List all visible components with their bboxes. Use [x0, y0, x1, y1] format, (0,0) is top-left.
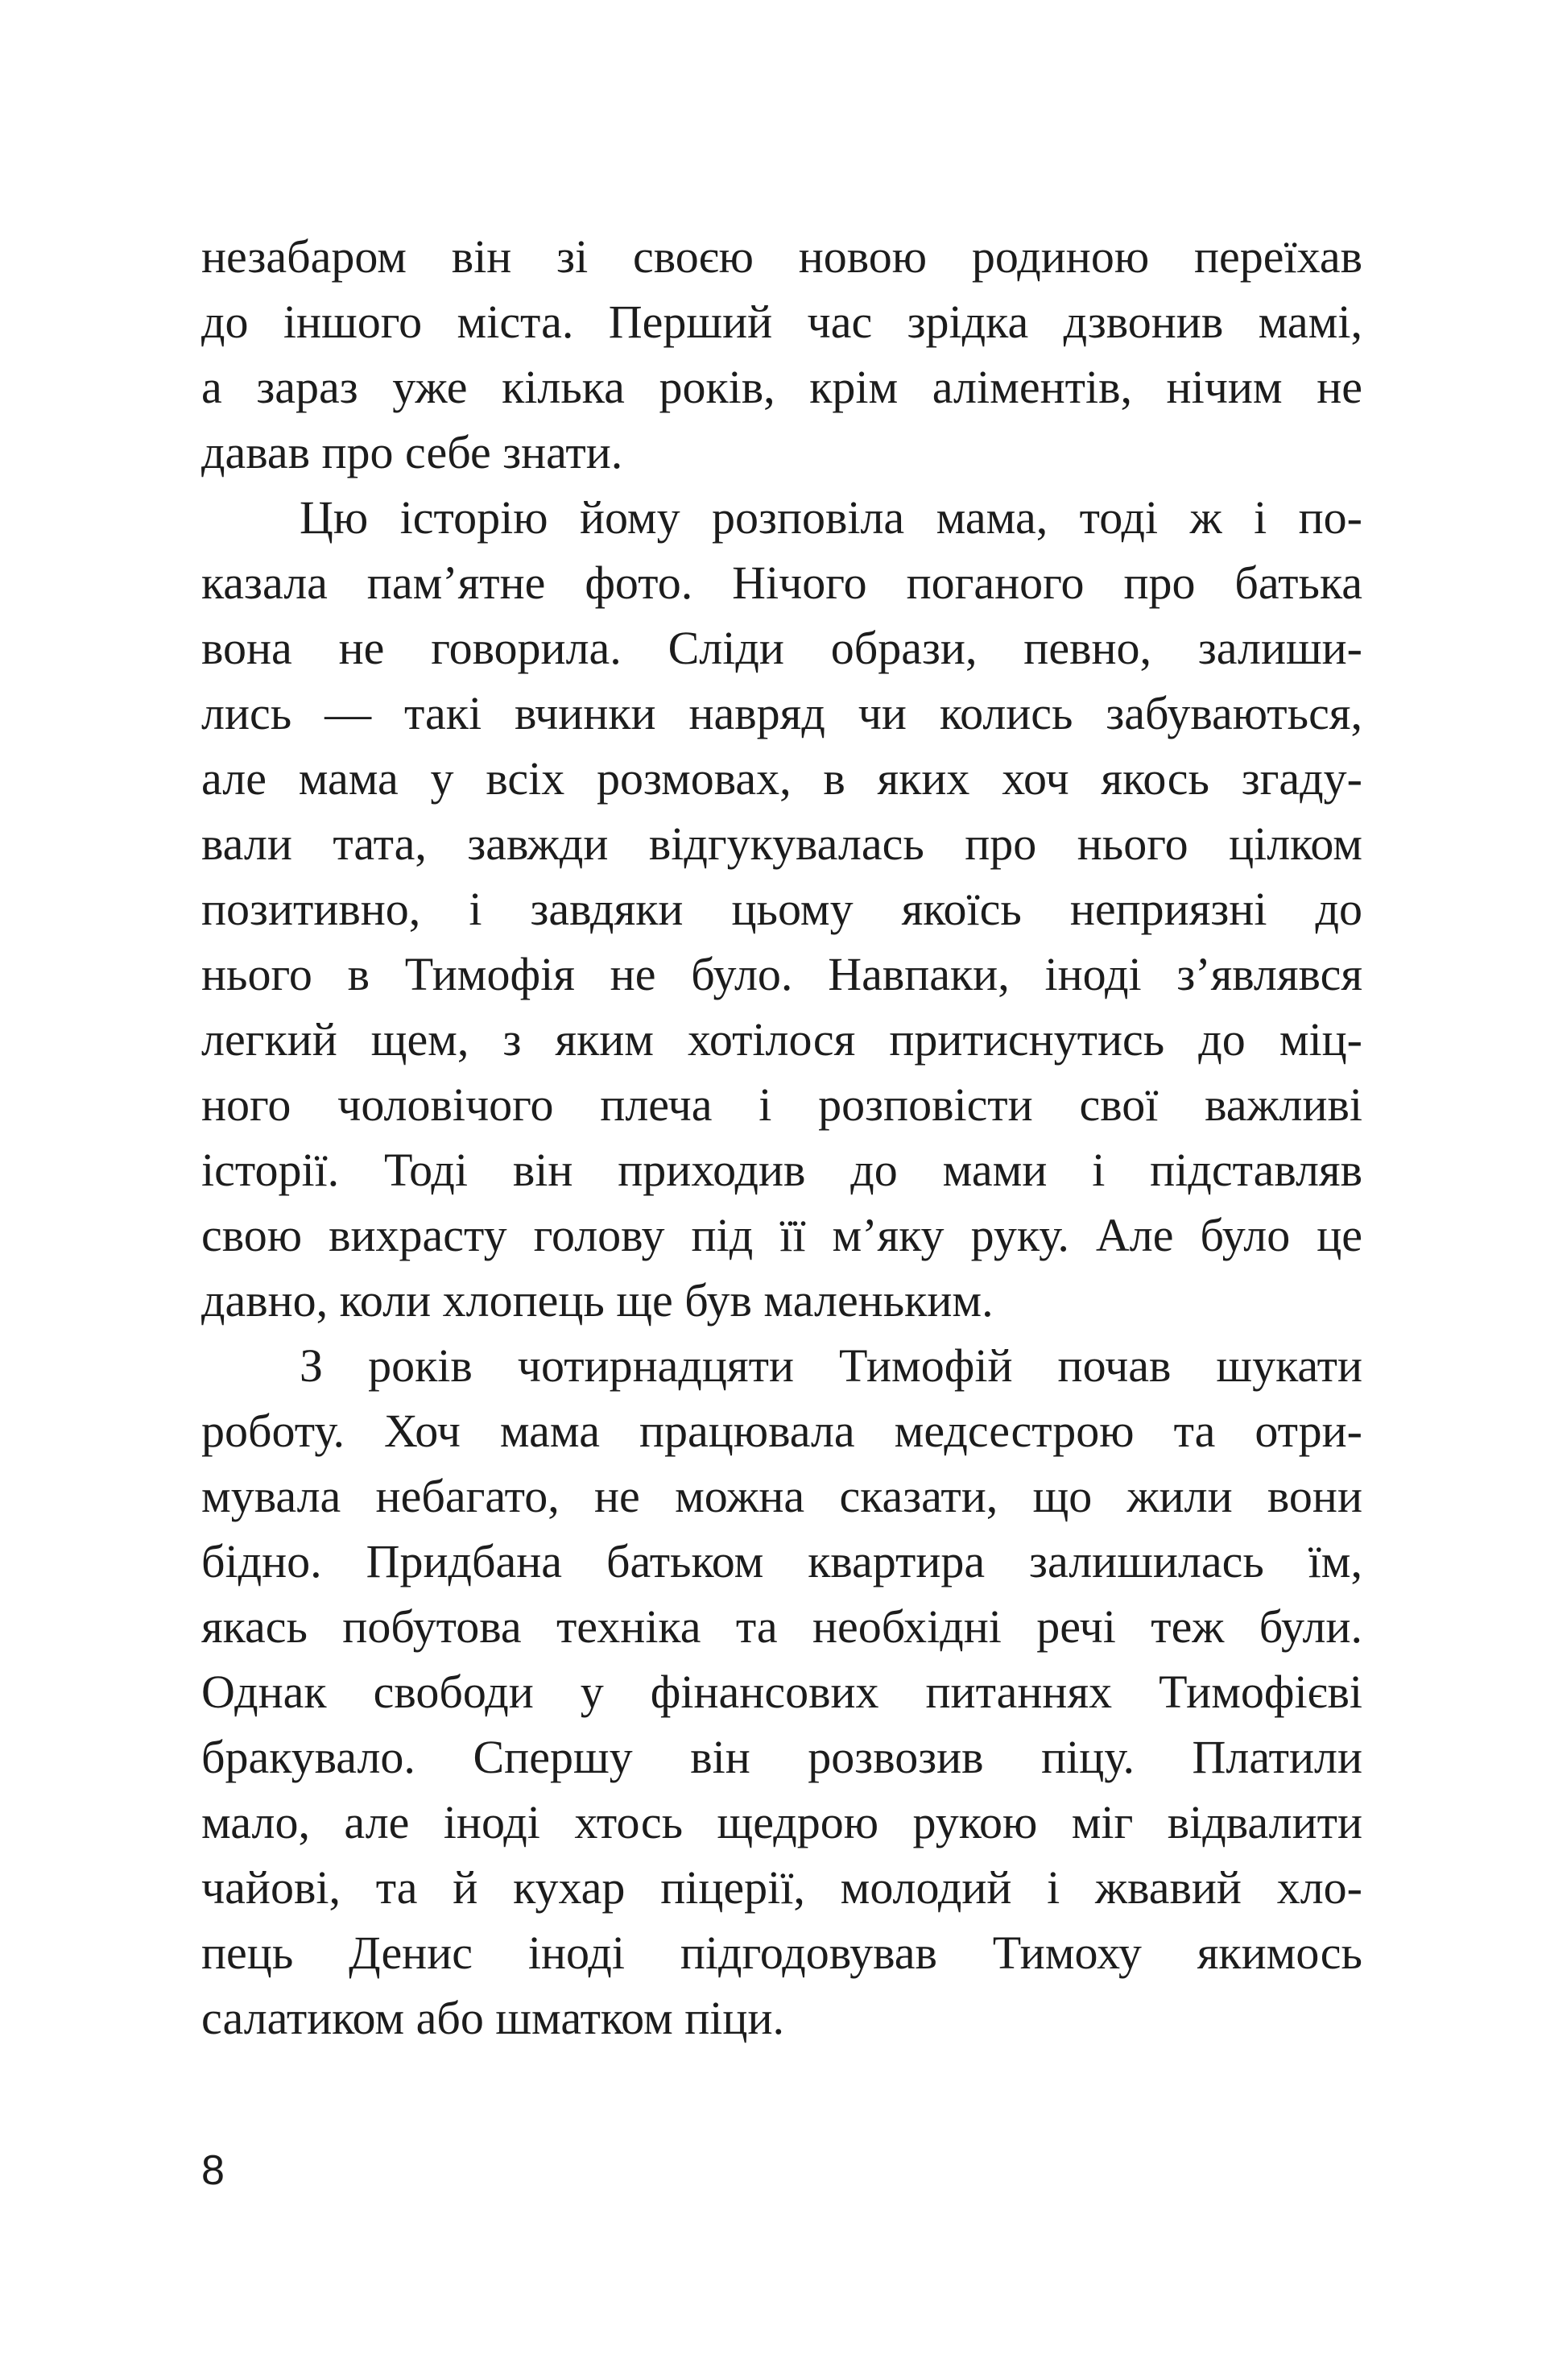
- text-line: давно, коли хлопець ще був маленьким.: [201, 1274, 994, 1327]
- text-line: чайові, та й кухар піцерії, молодий і жвавий хло-: [201, 1861, 1362, 1914]
- text-line: лись — такі вчинки навряд чи колись забуваються,: [201, 687, 1362, 739]
- text-line: вали тата, завжди відгукувалась про нього цілком: [201, 817, 1362, 870]
- text-line: незабаром він зі своєю новою родиною переїхав: [201, 230, 1362, 283]
- text-line: свою вихрасту голову під її м’яку руку. Але було це: [201, 1209, 1362, 1261]
- text-line: до іншого міста. Перший час зрідка дзвонив мамі,: [201, 296, 1362, 348]
- text-line: давав про себе знати.: [201, 426, 623, 478]
- body-text: [201, 224, 1362, 2051]
- page-number: 8: [201, 2147, 225, 2194]
- text-line: Однак свободи у фінансових питаннях Тимофієві: [201, 1666, 1362, 1718]
- text-line: якась побутова техніка та необхідні речі теж були.: [201, 1600, 1362, 1653]
- text-line: легкий щем, з яким хотілося притиснутись до міц-: [201, 1013, 1362, 1066]
- paragraph-start-line: З років чотирнадцяти Тимофій почав шукати: [300, 1339, 1362, 1392]
- text-line: ного чоловічого плеча і розповісти свої важливі: [201, 1078, 1362, 1131]
- paragraph-start-line: Цю історію йому розповіла мама, тоді ж і по-: [300, 491, 1362, 544]
- text-line: а зараз уже кілька років, крім аліментів, нічим не: [201, 361, 1362, 413]
- text-line: мало, але іноді хтось щедрою рукою міг відвалити: [201, 1796, 1362, 1848]
- text-line: роботу. Хоч мама працювала медсестрою та отри-: [201, 1405, 1362, 1457]
- text-line: нього в Тимофія не було. Навпаки, іноді з’являвся: [201, 948, 1362, 1000]
- text-line: мувала небагато, не можна сказати, що жили вони: [201, 1470, 1362, 1522]
- text-line: салатиком або шматком піци.: [201, 1992, 784, 2044]
- text-line: історії. Тоді він приходив до мами і підставляв: [201, 1144, 1362, 1196]
- text-line: бракувало. Спершу він розвозив піцу. Платили: [201, 1731, 1362, 1783]
- text-line: бідно. Придбана батьком квартира залишилась їм,: [201, 1535, 1362, 1587]
- text-line: позитивно, і завдяки цьому якоїсь неприязні до: [201, 883, 1362, 935]
- text-line: вона не говорила. Сліди образи, певно, залиши-: [201, 622, 1362, 674]
- text-line: пець Денис іноді підгодовував Тимоху якимось: [201, 1927, 1362, 1979]
- text-line: але мама у всіх розмовах, в яких хоч якось згаду-: [201, 752, 1362, 805]
- text-line: казала пам’ятне фото. Нічого поганого про батька: [201, 557, 1362, 609]
